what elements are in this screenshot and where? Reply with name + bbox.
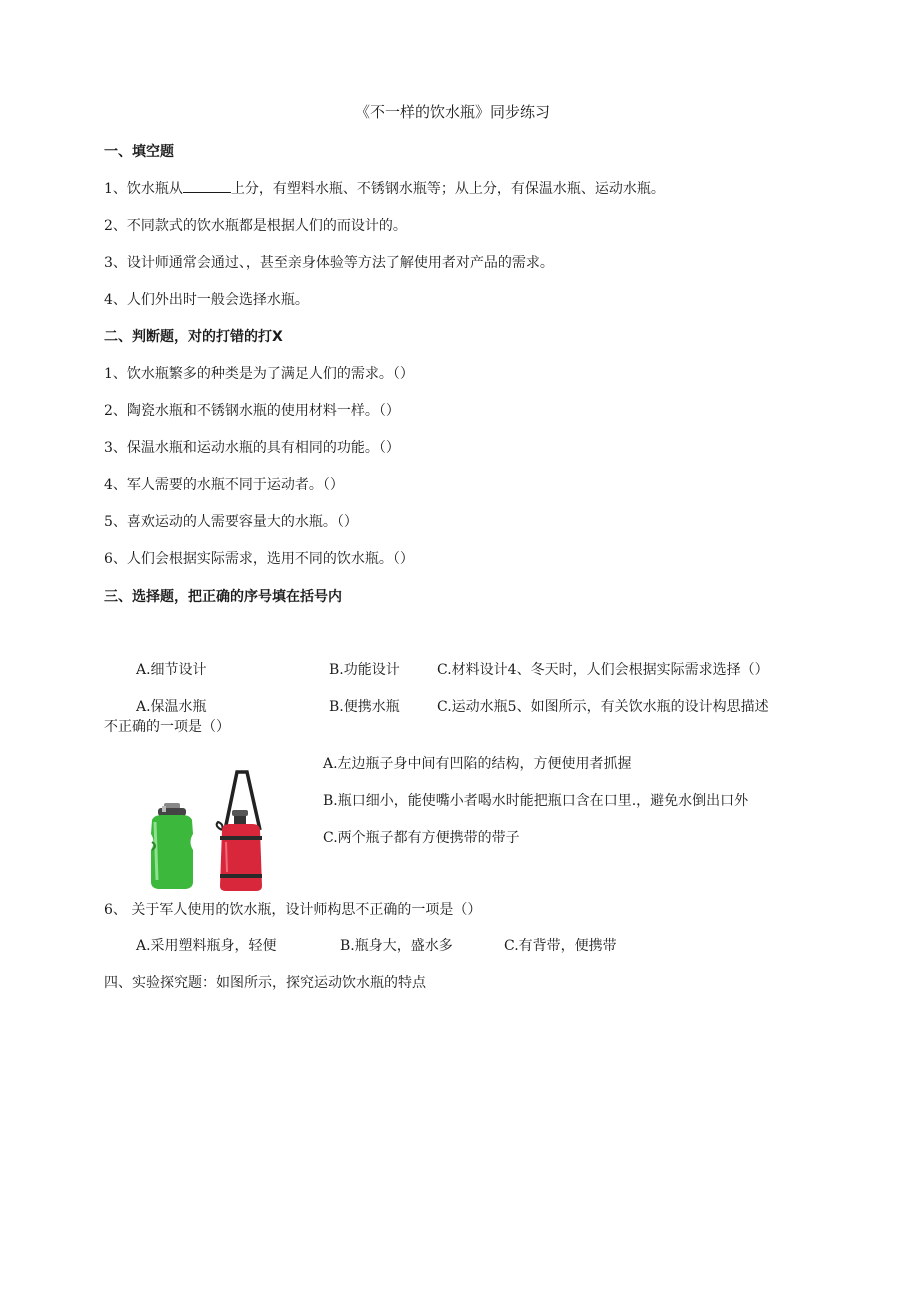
q6-option-c: C.有背带，便携带 — [504, 938, 617, 954]
section-choice-heading: 三、选择题，把正确的序号填在括号内 — [104, 589, 342, 605]
q6-option-a: A.采用塑料瓶身，轻便 — [136, 938, 277, 954]
q6-option-b: B.瓶身大，盛水多 — [340, 938, 453, 954]
fill-question-4: 4、人们外出时一般会选择水瓶。 — [104, 292, 309, 308]
water-bottles-illustration — [140, 770, 280, 895]
section-experiment-heading: 四、实验探究题：如图所示，探究运动饮水瓶的特点 — [104, 975, 426, 991]
choice-row1-option-b: B.功能设计 — [329, 662, 400, 678]
fill-q1-suffix: 上分，有塑料水瓶、不锈钢水瓶等；从上分，有保温水瓶、运动水瓶。 — [230, 181, 665, 197]
choice-q5-continuation: 不正确的一项是（） — [104, 719, 230, 735]
judge-question-5: 5、喜欢运动的人需要容量大的水瓶。（） — [104, 514, 358, 530]
fill-question-2: 2、不同款式的饮水瓶都是根据人们的而设计的。 — [104, 218, 407, 234]
water-bottles-image — [140, 770, 280, 895]
green-bottle — [151, 803, 193, 889]
answer-blank[interactable] — [183, 180, 231, 193]
fill-question-1 — [104, 179, 665, 199]
q5-option-b: B.瓶口细小，能使嘴小者喝水时能把瓶口含在口里.，避免水倒出口外 — [323, 793, 749, 809]
choice-row1-option-c: C.材料设计4、冬天时，人们会根据实际需求选择（） — [437, 662, 769, 678]
page-title: 《不一样的饮水瓶》同步练习 — [355, 103, 551, 121]
judge-question-3: 3、保温水瓶和运动水瓶的具有相同的功能。（） — [104, 440, 400, 456]
choice-row2-option-b: B.便携水瓶 — [329, 699, 400, 715]
judge-question-2: 2、陶瓷水瓶和不锈钢水瓶的使用材料一样。（） — [104, 403, 400, 419]
section-fill-heading: 一、填空题 — [104, 144, 174, 160]
red-bottle-bag — [217, 772, 262, 891]
q5-option-c: C.两个瓶子都有方便携带的带子 — [323, 830, 520, 846]
section-judge-heading: 二、判断题，对的打错的打X — [104, 329, 283, 345]
choice-row2-option-c: C.运动水瓶5、如图所示，有关饮水瓶的设计构思描述 — [437, 699, 769, 715]
fill-q1-prefix: 1、饮水瓶从 — [104, 181, 183, 197]
judge-question-6: 6、人们会根据实际需求，选用不同的饮水瓶。（） — [104, 551, 414, 567]
fill-question-3: 3、设计师通常会通过、，甚至亲身体验等方法了解使用者对产品的需求。 — [104, 255, 554, 271]
judge-question-1: 1、饮水瓶繁多的种类是为了满足人们的需求。（） — [104, 366, 414, 382]
choice-row2-option-a: A.保温水瓶 — [136, 699, 207, 715]
choice-row1-option-a: A.细节设计 — [136, 662, 207, 678]
q5-option-a: A.左边瓶子身中间有凹陷的结构，方便使用者抓握 — [323, 756, 632, 772]
judge-question-4: 4、军人需要的水瓶不同于运动者。（） — [104, 477, 344, 493]
choice-question-6: 6、 关于军人使用的饮水瓶，设计师构思不正确的一项是（） — [104, 902, 482, 918]
